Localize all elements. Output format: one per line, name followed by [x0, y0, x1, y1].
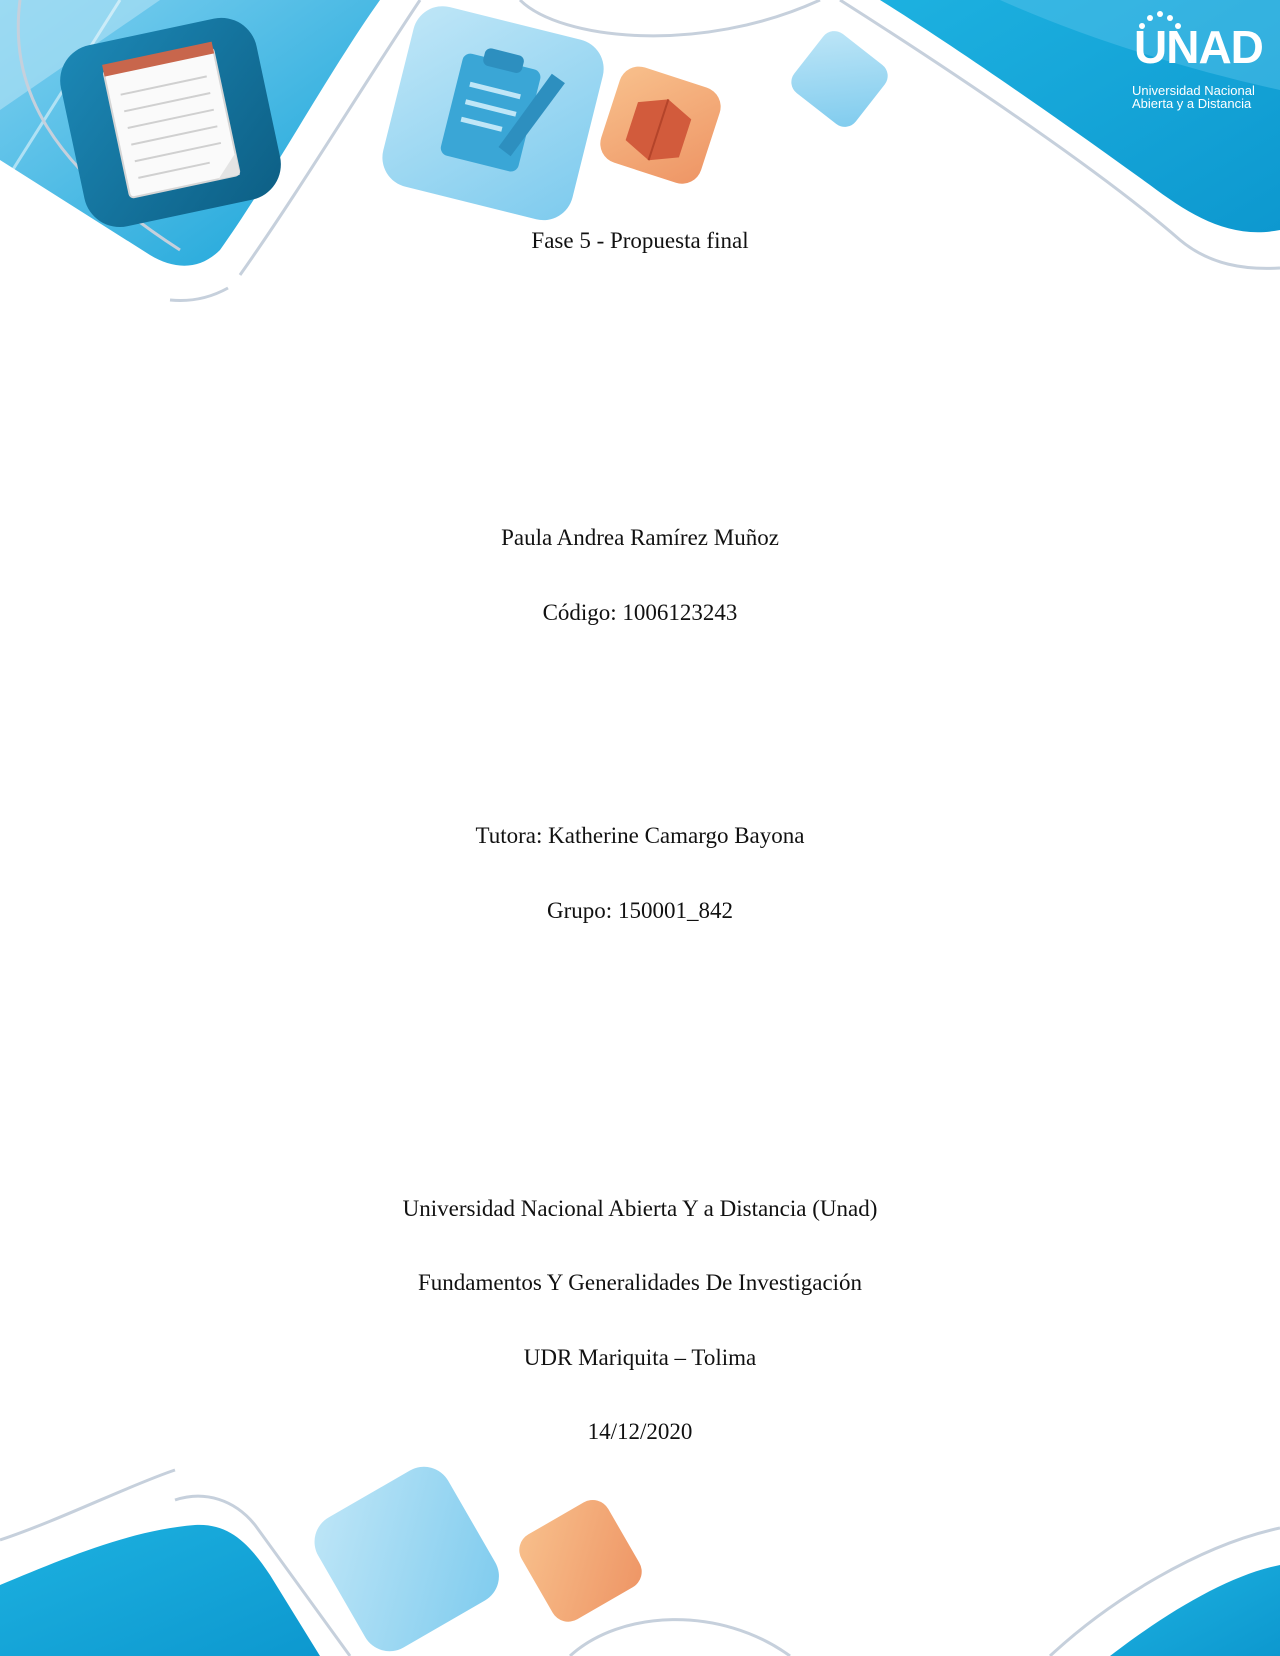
author-name: Paula Andrea Ramírez Muñoz — [501, 525, 779, 550]
book-icon — [595, 61, 726, 189]
clipboard-icon — [376, 0, 610, 227]
university-name: Universidad Nacional Abierta Y a Distancia (Unad) — [402, 1196, 878, 1221]
location: UDR Mariquita – Tolima — [523, 1345, 757, 1370]
logo-text-line2: Abierta y a Distancia — [1132, 96, 1252, 111]
bottom-orange-tile — [513, 1493, 649, 1628]
small-tile-top — [786, 25, 894, 132]
bottom-light-blue-tile — [304, 1457, 509, 1656]
course-name: Fundamentos Y Generalidades De Investigación — [417, 1270, 863, 1295]
tutor-name: Tutora: Katherine Camargo Bayona — [475, 823, 805, 848]
bottom-right-blue-panel — [1050, 1528, 1280, 1656]
date: 14/12/2020 — [587, 1419, 693, 1444]
logo-mark: UNAD — [1134, 21, 1263, 73]
document-title: Fase 5 - Propuesta final — [531, 228, 749, 253]
group-number: Grupo: 150001_842 — [547, 898, 733, 923]
unad-logo — [1120, 8, 1270, 118]
student-code: Código: 1006123243 — [542, 600, 738, 625]
logo-text-line1: Universidad Nacional — [1132, 83, 1255, 98]
bottom-left-blue-panel — [0, 1470, 350, 1656]
